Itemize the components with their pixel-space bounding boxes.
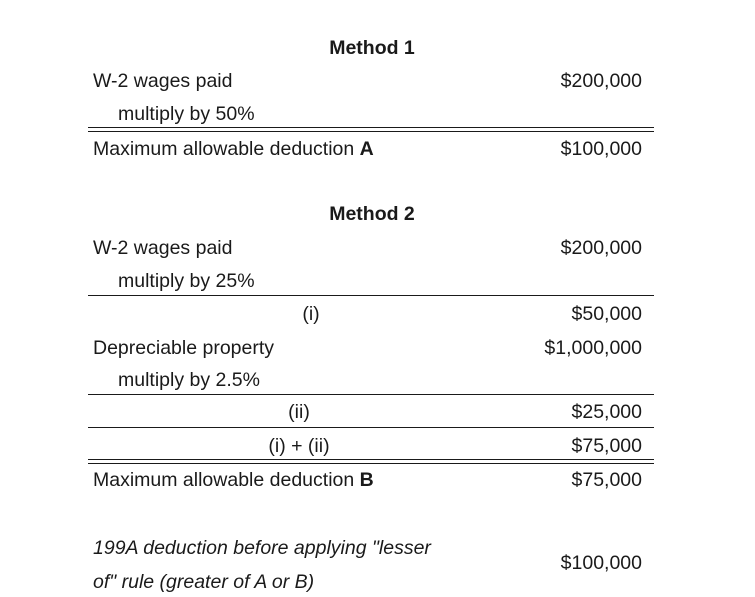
method1-max-label: Maximum allowable deduction <box>93 138 355 160</box>
method2-max-value: $75,000 <box>571 469 642 491</box>
method1-wages-label: W-2 wages paid <box>93 70 233 92</box>
method1-double-rule <box>88 127 654 132</box>
method2-i-label: (i) <box>302 303 320 325</box>
method2-rule-2 <box>88 394 654 395</box>
method2-i-value: $50,000 <box>571 303 642 325</box>
method2-ii-label: (ii) <box>288 401 310 423</box>
method1-max-row <box>93 137 374 161</box>
method2-property-value: $1,000,000 <box>544 337 642 359</box>
method2-rule-1 <box>88 295 654 296</box>
method2-multiply-wages-label: multiply by 25% <box>118 270 255 292</box>
method2-ii-value: $25,000 <box>571 401 642 423</box>
method2-rule-3 <box>88 427 654 428</box>
method1-multiply-label: multiply by 50% <box>118 103 255 125</box>
method1-wages-value: $200,000 <box>560 70 642 92</box>
method1-max-value: $100,000 <box>560 138 642 160</box>
method2-heading: Method 2 <box>329 203 415 225</box>
method2-max-label: Maximum allowable deduction <box>93 469 355 491</box>
method2-sum-value: $75,000 <box>571 435 642 457</box>
method1-heading: Method 1 <box>329 37 415 59</box>
method2-multiply-property-label: multiply by 2.5% <box>118 369 260 391</box>
method1-max-letter: A <box>359 138 374 160</box>
method2-wages-value: $200,000 <box>560 237 642 259</box>
method2-max-letter: B <box>359 469 374 491</box>
final-label-line1: 199A deduction before applying "lesser <box>93 537 431 559</box>
final-value: $100,000 <box>560 552 642 574</box>
final-label-line2: of" rule (greater of A or B) <box>93 571 315 593</box>
method2-max-row <box>93 468 374 492</box>
method2-sum-label: (i) + (ii) <box>268 435 330 457</box>
method2-property-label: Depreciable property <box>93 337 275 359</box>
method2-wages-label: W-2 wages paid <box>93 237 233 259</box>
method2-double-rule <box>88 459 654 464</box>
